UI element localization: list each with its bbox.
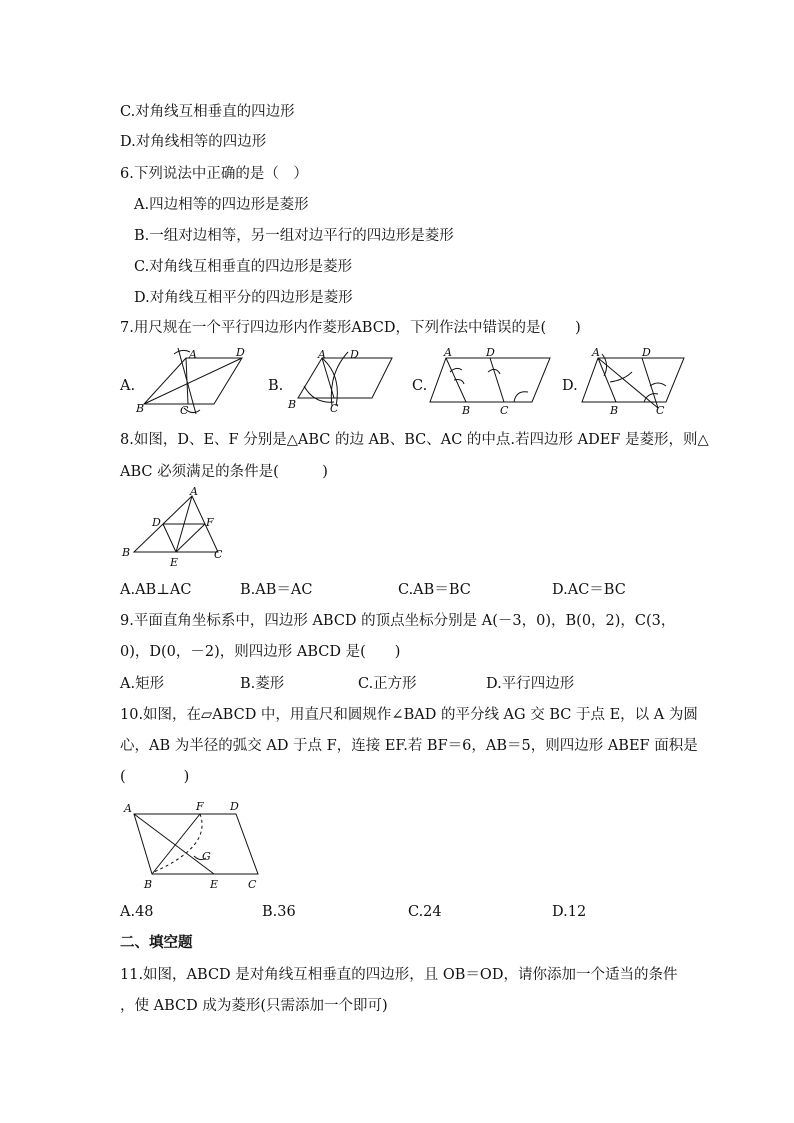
q6-option-c: C.对角线互相垂直的四边形是菱形 [134,259,353,275]
point-label-b: B [462,404,471,416]
construction-arc [650,383,666,386]
point-label-c: C [180,404,189,416]
diagonal [144,358,242,404]
point-label-c: C [214,548,223,561]
q9-option-d: D.平行四边形 [486,676,575,692]
q10-option-a: A.48 [120,904,154,920]
point-label-a: A [189,348,197,361]
segment-de [163,524,176,552]
q7-figure-c [428,346,558,416]
angle-arc [454,380,464,385]
section-heading-fill-in: 二、填空题 [120,935,193,951]
construction-arc [304,386,334,402]
q8-stem-line1: 8.如图，D、E、F 分别是△ABC 的边 AB、BC、AC 的中点.若四边形 ADEF 是菱形，则△ [120,432,709,448]
point-label-c: C [330,402,339,415]
q7-figure-b [284,346,404,416]
bisector-ae [134,814,214,874]
point-label-g: G [202,850,211,863]
parallelogram [430,358,550,402]
construction-arc [154,814,202,872]
q9-option-c: C.正方形 [358,676,417,692]
q8-option-b: B.AB＝AC [240,582,313,598]
point-label-e: E [210,878,219,891]
point-label-a: A [318,348,326,361]
q11-stem-line2: ，使 ABCD 成为菱形(只需添加一个即可) [120,998,388,1014]
point-label-a: A [592,346,600,359]
q7-fig-label-d: D. [562,378,578,394]
point-label-d: D [486,346,495,359]
q7-figure-d [580,346,700,416]
q10-option-c: C.24 [408,904,442,920]
point-label-d: D [152,516,161,529]
point-label-f: F [206,516,214,529]
q7-fig-label-b: B. [268,378,284,394]
q8-figure [118,486,228,568]
segment-bf [152,814,200,874]
q8-option-c: C.AB＝BC [398,582,471,598]
q10-stem-line1: 10.如图，在▱ABCD 中，用直尺和圆规作∠BAD 的平分线 AG 交 BC 于点 E，以 A 为圆 [120,707,698,723]
point-label-c: C [248,878,257,891]
construction-arc [174,350,190,354]
q8-stem-line2: ABC 必须满足的条件是( ) [120,464,328,480]
point-label-a: A [124,802,132,815]
point-label-c: C [500,404,509,416]
q7-fig-label-c: C. [412,378,428,394]
q6-option-d: D.对角线互相平分的四边形是菱形 [134,290,353,306]
q6-stem: 6.下列说法中正确的是（ ） [120,166,308,182]
angle-arc [514,392,528,402]
q10-stem-line2: 心，AB 为半径的弧交 AD 于点 F，连接 EF.若 BF＝6，AB＝5，则四边形 ABEF 面积是 [120,738,698,754]
q11-stem-line1: 11.如图，ABCD 是对角线互相垂直的四边形，且 OB＝OD，请你添加一个适当的条件 [120,967,678,983]
q9-option-a: A.矩形 [120,676,165,692]
point-label-b: B [136,402,145,415]
point-label-b: B [144,878,153,891]
segment [490,358,504,402]
q8-option-a: A.AB⊥AC [120,582,192,598]
q6-option-a: A.四边相等的四边形是菱形 [134,197,309,213]
q5-option-d: D.对角线相等的四边形 [120,134,267,150]
q9-stem-line2: 0)，D(0，－2)，则四边形 ABCD 是( ) [120,644,401,660]
parallelogram [582,358,684,402]
q10-option-b: B.36 [262,904,296,920]
point-label-d: D [230,800,239,813]
point-label-a: A [190,486,198,498]
parallelogram [298,358,392,398]
point-label-b: B [610,404,619,416]
q10-option-d: D.12 [552,904,587,920]
point-label-d: D [236,346,245,359]
parallelogram-abcd [134,814,258,874]
q10-stem-line3: ( ) [120,769,190,785]
q6-option-b: B.一组对边相等，另一组对边平行的四边形是菱形 [134,228,454,244]
q9-stem-line1: 9.平面直角坐标系中，四边形 ABCD 的顶点坐标分别是 A(－3，0)，B(0，2)，C(3， [120,613,676,629]
point-label-f: F [196,800,204,813]
q7-stem: 7.用尺规在一个平行四边形内作菱形ABCD，下列作法中错误的是( ) [120,320,581,336]
point-label-b: B [288,398,297,411]
point-label-a: A [444,346,452,359]
q9-option-b: B.菱形 [240,676,285,692]
q7-fig-label-a: A. [120,378,136,394]
q7-figure-a [134,346,254,416]
q5-option-c: C.对角线互相垂直的四边形 [120,104,295,120]
q8-option-d: D.AC＝BC [552,582,626,598]
point-label-b: B [122,546,131,559]
q10-figure [120,798,270,894]
point-label-e: E [170,556,179,568]
point-label-c: C [656,404,665,416]
point-label-d: D [642,346,651,359]
point-label-d: D [350,348,359,361]
